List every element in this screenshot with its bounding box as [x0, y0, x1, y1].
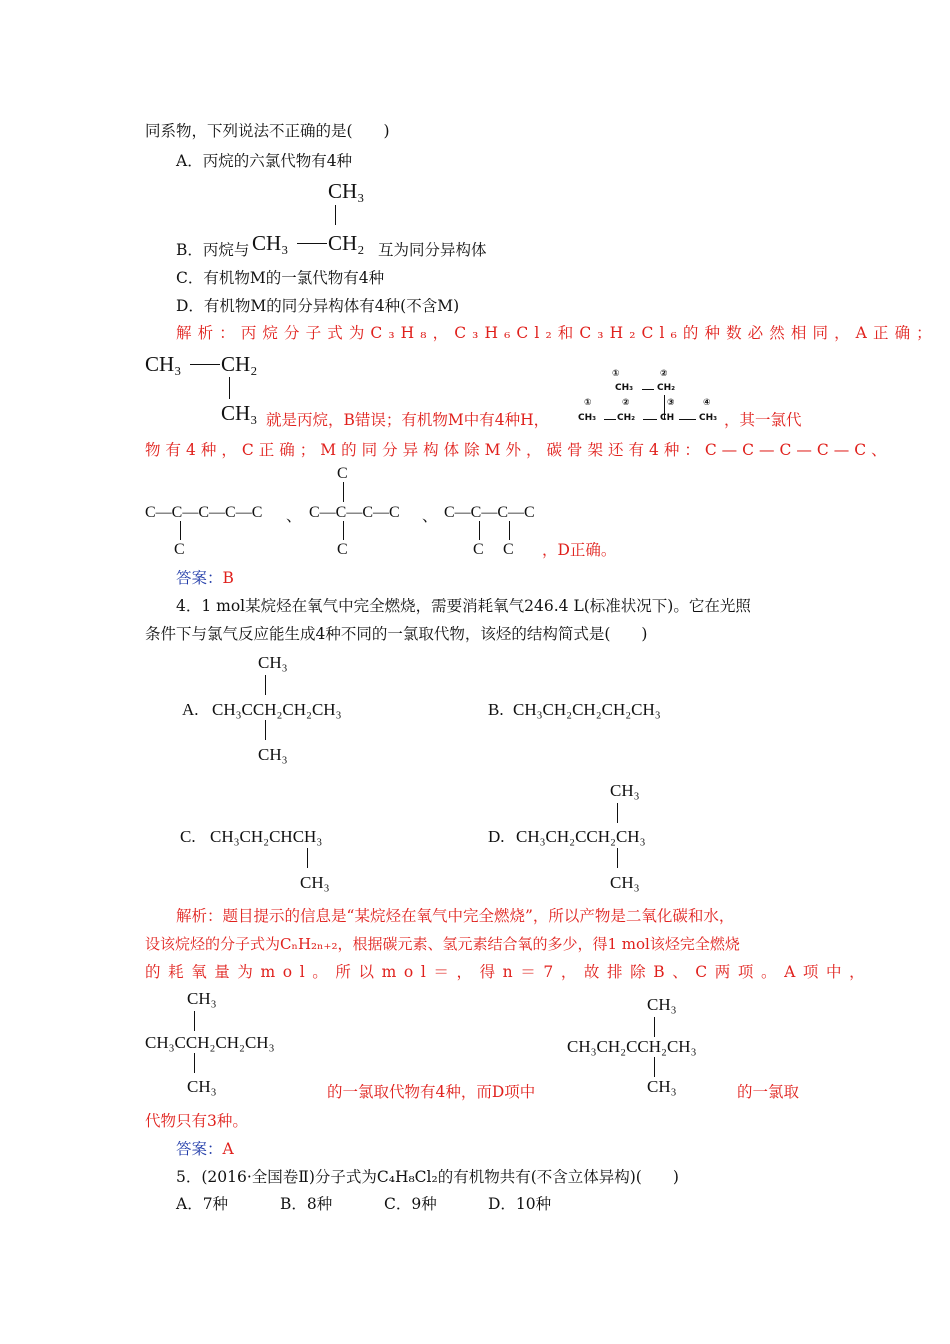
bond-line [604, 419, 616, 420]
formula-ch3: CH₃ [699, 413, 718, 423]
analysis-formula-d: CH₃CH₂CCH₂CH₃ [567, 1037, 697, 1056]
number-1: ① [584, 398, 592, 408]
formula-ch3: CH₃ [187, 1077, 217, 1096]
q4-option-b-label: B. [488, 700, 504, 719]
bond-line [265, 675, 266, 695]
q4-analysis-line3: 的耗氧量为mol。所以mol＝，得n＝7，故排除B、C两项。A项中， [145, 963, 873, 981]
bond-line [343, 482, 344, 502]
formula-ch3: CH₃ [300, 873, 330, 892]
bond-line [194, 1011, 195, 1031]
formula-c: C [473, 541, 484, 558]
formula-ch3: CH₃ [647, 1077, 677, 1096]
q3-option-a: A．丙烷的六氯代物有4种 [176, 152, 353, 170]
q3-analysis-line4: ，D正确。 [542, 541, 617, 559]
bond-line [643, 419, 657, 420]
q3-answer [176, 568, 234, 588]
formula-ch3: CH₃ [615, 383, 634, 393]
bond-line [343, 521, 344, 540]
answer-label: 答案： [176, 1140, 223, 1158]
skeleton-3: C—C—C—C [444, 504, 535, 521]
q3-option-c: C．有机物M的一氯代物有4种 [176, 269, 385, 287]
q5-option-d: D．10种 [488, 1195, 552, 1213]
q4-option-b-formula: CH₃CH₂CH₂CH₂CH₃ [513, 700, 661, 719]
q5-option-c: C．9种 [384, 1195, 437, 1213]
analysis-formula-a: CH₃CCH₂CH₂CH₃ [145, 1033, 275, 1052]
skeleton-2: C—C—C—C [309, 504, 400, 521]
bond-line [679, 419, 696, 420]
formula-c: C [337, 541, 348, 558]
q5-stem: 5．(2016·全国卷Ⅱ)分子式为C₄H₈Cl₂的有机物共有(不含立体异构)( ) [176, 1168, 679, 1186]
formula-ch3: CH₃ [187, 989, 217, 1008]
number-3: ③ [667, 398, 675, 408]
analysis-label: 解析： [176, 324, 241, 342]
formula-ch3: CH₃ [258, 745, 288, 764]
formula-ch3: CH₃ [610, 873, 640, 892]
q4-option-c-label: C. [180, 827, 196, 846]
q4-option-a-formula: CH₃CCH₂CH₂CH₃ [212, 700, 342, 719]
q4-option-d-label: D. [488, 827, 505, 846]
bond-line [617, 803, 618, 823]
q3-option-b-suffix: 互为同分异构体 [378, 241, 487, 259]
bond-line [194, 1053, 195, 1073]
q4-analysis-line5b: 的一氯取 [737, 1083, 800, 1101]
bond-line [307, 848, 308, 868]
q3-option-b-prefix: B．丙烷与 [176, 241, 250, 259]
formula-ch: CH [660, 413, 675, 423]
formula-c: C [503, 541, 514, 558]
formula-ch3: CH₃ [610, 781, 640, 800]
q4-option-d-formula: CH₃CH₂CCH₂CH₃ [516, 827, 646, 846]
analysis-text: 丙烷分子式为C₃H₈，C₃H₆Cl₂和C₃H₂Cl₆的种数必然相同，A正确； [240, 324, 938, 342]
q4-analysis-line1: 解析：题目提示的信息是“某烷烃在氧气中完全燃烧”，所以产物是二氧化碳和水， [176, 907, 735, 925]
answer-label: 答案： [176, 569, 223, 587]
skeleton-1: C—C—C—C—C [145, 504, 263, 521]
bond-line [335, 205, 336, 225]
formula-ch2: CH₂ [221, 352, 258, 376]
q4-option-a-label: A. [182, 700, 199, 719]
number-1: ① [612, 369, 620, 379]
q4-stem-line1: 4．1 mol某烷烃在氧气中完全燃烧，需要消耗氧气246.4 L(标准状况下)。它在光照 [176, 597, 751, 615]
formula-c: C [174, 541, 185, 558]
q3-analysis-line2: 就是丙烷，B错误；有机物M中有4种H， [266, 411, 550, 429]
bond-line [229, 377, 230, 399]
formula-ch3: CH₃ [221, 401, 258, 425]
formula-ch2: CH₂ [617, 413, 636, 423]
q4-answer [176, 1139, 234, 1159]
number-4: ④ [703, 398, 711, 408]
q3-analysis-line2b: ，其一氯代 [724, 411, 802, 429]
bond-line [479, 521, 480, 540]
formula-ch3: CH₃ [647, 995, 677, 1014]
formula-ch2: CH₂ [657, 383, 676, 393]
number-2: ② [622, 398, 630, 408]
bond-line [617, 848, 618, 868]
bond-line [265, 720, 266, 740]
formula-ch3: CH₃ [145, 352, 182, 376]
bond-line [509, 521, 510, 540]
formula-c: C [337, 465, 348, 482]
separator: 、 [286, 507, 302, 525]
bond-line [190, 364, 220, 365]
bond-line [180, 521, 181, 540]
q5-option-b: B．8种 [280, 1195, 333, 1213]
bond-line [654, 1057, 655, 1077]
formula-ch3: CH₃ [252, 231, 289, 255]
number-2: ② [660, 369, 668, 379]
q3-option-d: D．有机物M的同分异构体有4种(不含M) [176, 297, 460, 315]
q3-analysis-line1 [176, 323, 938, 343]
q4-analysis-line6: 代物只有3种。 [145, 1112, 248, 1130]
answer-value: A [222, 1140, 234, 1158]
separator: 、 [422, 507, 438, 525]
q4-analysis-line2: 设该烷烃的分子式为CₙH₂ₙ₊₂，根据碳元素、氢元素结合氧的多少，得1 mol该烃完全燃烧 [145, 935, 740, 953]
q4-analysis-line5a: 的一氯取代物有4种，而D项中 [327, 1083, 536, 1101]
formula-ch3: CH₃ [258, 653, 288, 672]
bond-line [642, 389, 654, 390]
formula-ch3: CH₃ [328, 179, 365, 203]
formula-ch2: CH₂ [328, 231, 365, 255]
q4-option-c-formula: CH₃CH₂CHCH₃ [210, 827, 323, 846]
answer-value: B [222, 569, 234, 587]
bond-line [297, 243, 327, 244]
q3-stem-tail: 同系物，下列说法不正确的是( ) [145, 122, 390, 140]
q5-option-a: A．7种 [176, 1195, 229, 1213]
analysis-label: 解析： [176, 907, 223, 925]
bond-line [654, 1017, 655, 1037]
q3-analysis-line3: 物有4种，C正确；M的同分异构体除M外，碳骨架还有4种：C—C—C—C—C、 [145, 441, 892, 459]
q4-stem-line2: 条件下与氯气反应能生成4种不同的一氯取代物，该烃的结构简式是( ) [145, 625, 648, 643]
formula-ch3: CH₃ [578, 413, 597, 423]
